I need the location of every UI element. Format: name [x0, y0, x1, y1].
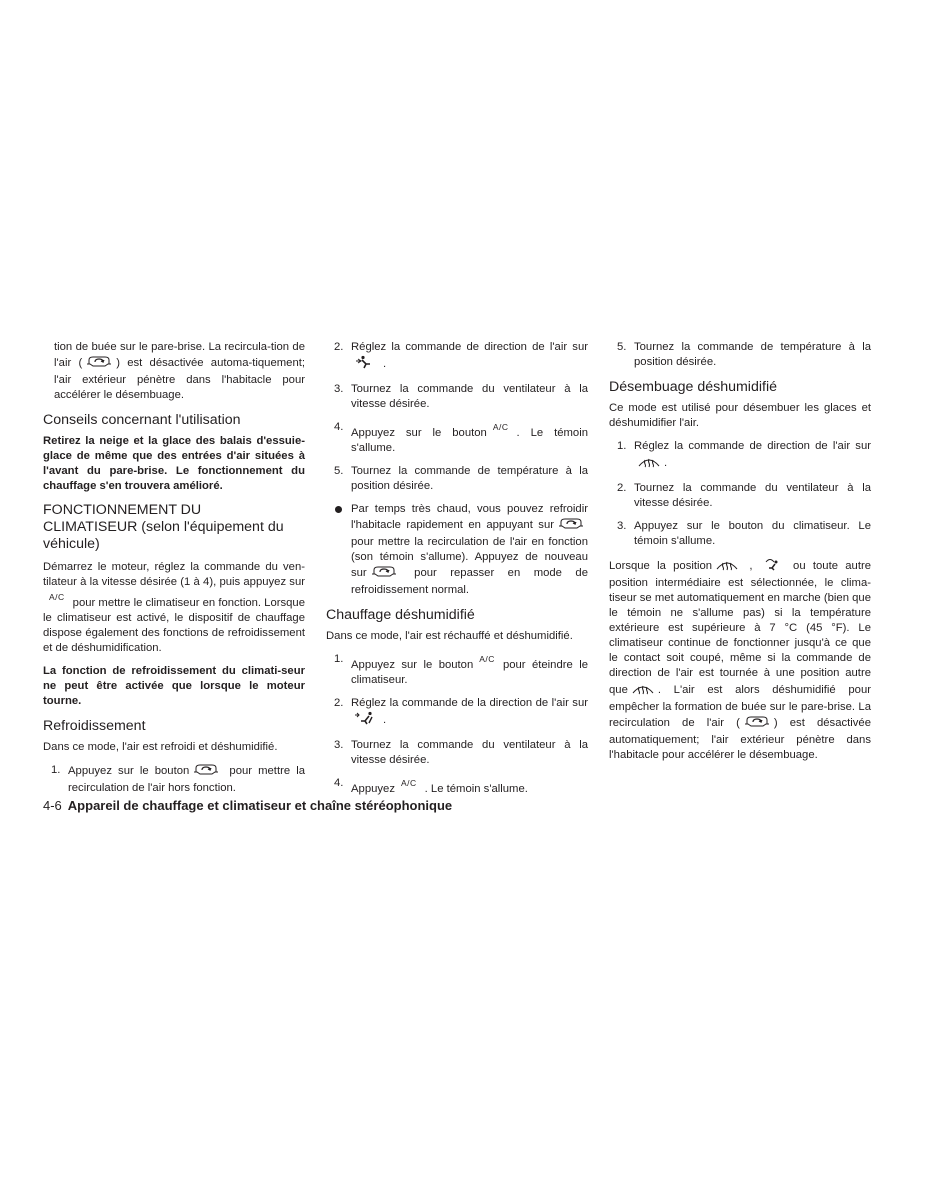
page-number: 4-6 — [43, 798, 62, 813]
item-text — [351, 502, 588, 598]
text: ou toute autre position intermédiaire est sélectionnée, le clima-tiseur se met automatiquement en marche (bien que le témoin ne s'allume pas) si la température extérieure est supérieure à 7 °C (45 °F). Le climatiseur continue de fonctionner jusqu'à ce que le contact soit coupé, même si la commande de direction de l'air est tournée à une position autre que — [609, 560, 871, 696]
item-number: 4. — [334, 777, 344, 789]
list-item — [326, 340, 588, 374]
recirculation-icon — [369, 565, 399, 583]
paragraph-chauffage: Dans ce mode, l'air est réchauffé et déshumidifié. — [326, 630, 573, 642]
text: pour mettre la recirculation de l'air hors fonction. — [68, 765, 306, 794]
heading-chauffage: Chauffage déshumidifié — [326, 607, 475, 623]
item-text: Tournez la commande de température à la position désirée. — [634, 341, 871, 368]
item-text: Tournez la commande du ventilateur à la vitesse désirée. — [634, 482, 871, 509]
text: pour mettre la recirculation de l'air en fonction (son témoin s'allume). Appuyez de nouveau sur — [351, 536, 588, 579]
text: . Le témoin s'allume. — [351, 427, 588, 454]
bullet-item — [326, 502, 588, 598]
text: tion de buée sur le pare-brise. La recircula-tion de l'air ( — [54, 341, 305, 369]
item-text: Appuyez sur le bouton du climatiseur. Le témoin s'allume. — [634, 520, 871, 547]
text: pour mettre le climatiseur en fonction. Lorsque le climatiseur est activé, le dispositif de chauffage dispose également des fonctions de refroidissement et de déshumidification. — [43, 597, 306, 654]
list-item — [609, 340, 871, 370]
floor-defrost-icon — [762, 557, 784, 576]
item-text — [634, 439, 871, 473]
text: Réglez la commande de la direction de l'air sur — [351, 697, 588, 709]
item-text: Tournez la commande du ventilateur à la vitesse désirée. — [351, 383, 588, 410]
text: CLIMATISEUR — [43, 519, 138, 535]
item-number: 5. — [617, 341, 627, 353]
item-number: 2. — [617, 482, 627, 494]
text: ) est désactivée automa-tiquement; l'air extérieur pénètre dans l'habitacle pour accélérer le désembuage. — [54, 357, 305, 401]
text: Réglez la commande de direction de l'air sur — [351, 341, 588, 353]
item-number: 2. — [334, 341, 344, 353]
column-3 — [609, 340, 871, 771]
text: Appuyez sur le bouton — [68, 765, 190, 777]
list-item — [326, 776, 588, 797]
recirculation-icon — [556, 517, 586, 535]
text: ) est désactivée automatiquement; l'air extérieur pénètre dans l'habitacle pour accélérer le désembuage. — [609, 717, 871, 761]
defrost-icon — [636, 454, 662, 473]
paragraph-refroid: Dans ce mode, l'air est refroidi et déshumidifié. — [43, 741, 278, 753]
text: Appuyez sur le bouton — [351, 427, 487, 439]
list-item — [326, 382, 588, 412]
list-item — [609, 439, 871, 473]
list-item — [326, 652, 588, 688]
recirculation-icon — [742, 715, 772, 733]
item-text — [351, 776, 588, 797]
list-item — [326, 464, 588, 494]
paragraph-lorsque — [609, 557, 871, 763]
text: pour repasser en mode de refroidissement normal. — [351, 567, 588, 596]
item-number: 1. — [617, 440, 627, 452]
list-item — [326, 738, 588, 768]
text: Démarrez le moteur, réglez la commande du ven-tilateur à la vitesse désirée (1 à 4), puis appuyez sur — [43, 561, 305, 588]
text: . — [383, 358, 387, 370]
item-text — [351, 420, 588, 456]
item-number: 1. — [334, 653, 344, 665]
item-number: 3. — [334, 739, 344, 751]
page-footer — [43, 798, 452, 814]
list-item — [43, 763, 305, 796]
recirculation-icon — [191, 763, 221, 781]
defrost-icon — [714, 557, 740, 576]
text: Par temps très chaud, vous pouvez refroidir l'habitacle rapidement en appuyant sur — [351, 503, 588, 531]
defrost-icon — [630, 681, 656, 700]
item-text — [68, 763, 305, 796]
paragraph-fonction-refroid: La fonction de refroidissement du climati-seur ne peut être activée que lorsque le moteur tourne. — [43, 665, 305, 707]
ac-label: A/C — [492, 422, 509, 432]
paragraph-desembuage: Ce mode est utilisé pour désembuer les glaces et déshumidifier l'air. — [609, 402, 871, 429]
item-text — [351, 696, 588, 730]
list-item — [609, 519, 871, 549]
vent-floor-icon — [353, 355, 381, 374]
list-item — [326, 696, 588, 730]
item-text: Tournez la commande du ventilateur à la vitesse désirée. — [351, 739, 588, 766]
paragraph-continuation — [43, 340, 305, 403]
paragraph-demarrez — [43, 560, 305, 656]
heading-fonctionnement — [43, 502, 305, 553]
item-number: 4. — [334, 421, 344, 433]
item-text — [351, 340, 588, 374]
heading-refroidissement: Refroidissement — [43, 718, 146, 734]
text: . L'air est alors déshumidifié pour empêcher la formation de buée sur le pare-brise. La recirculation de l'air ( — [609, 684, 871, 729]
list-item — [326, 420, 588, 456]
paragraph-conseils: Retirez la neige et la glace des balais d'essuie-glace de même que des entrées d'air situées à l'avant du pare-brise. Le fonctionnement du chauffage s'en trouvera amélioré. — [43, 435, 305, 492]
text: FONCTIONNEMENT DU — [43, 502, 202, 518]
item-number: 3. — [617, 520, 627, 532]
item-number: 5. — [334, 465, 344, 477]
ac-label: A/C — [479, 654, 495, 664]
text: , — [749, 560, 753, 572]
list-item — [609, 481, 871, 511]
text: Lorsque la position — [609, 560, 713, 572]
text: . — [383, 714, 387, 726]
item-text — [351, 652, 588, 688]
item-number: 3. — [334, 383, 344, 395]
bilevel-icon — [353, 711, 381, 730]
ac-label: A/C — [400, 778, 417, 788]
heading-conseils: Conseils concernant l'utilisation — [43, 412, 241, 428]
text: Appuyez sur le bouton — [351, 659, 474, 671]
recirculation-icon — [84, 355, 114, 373]
item-text: Tournez la commande de température à la position désirée. — [351, 465, 588, 492]
text: Appuyez — [351, 783, 395, 795]
text: (selon l'équipement du véhicule) — [43, 519, 284, 552]
bullet-icon — [326, 502, 351, 598]
footer-title: Appareil de chauffage et climatiseur et chaîne stéréophonique — [67, 798, 453, 813]
text: Réglez la commande de direction de l'air sur — [634, 440, 871, 452]
item-number: 1. — [51, 764, 61, 776]
heading-desembuage: Désembuage déshumidifié — [609, 379, 777, 395]
item-number: 2. — [334, 697, 344, 709]
ac-label: A/C — [49, 592, 65, 602]
text: pour éteindre le climatiseur. — [351, 659, 588, 686]
text: . — [664, 457, 668, 469]
text: . Le témoin s'allume. — [424, 783, 528, 795]
column-1 — [43, 340, 305, 804]
column-2 — [326, 340, 588, 805]
